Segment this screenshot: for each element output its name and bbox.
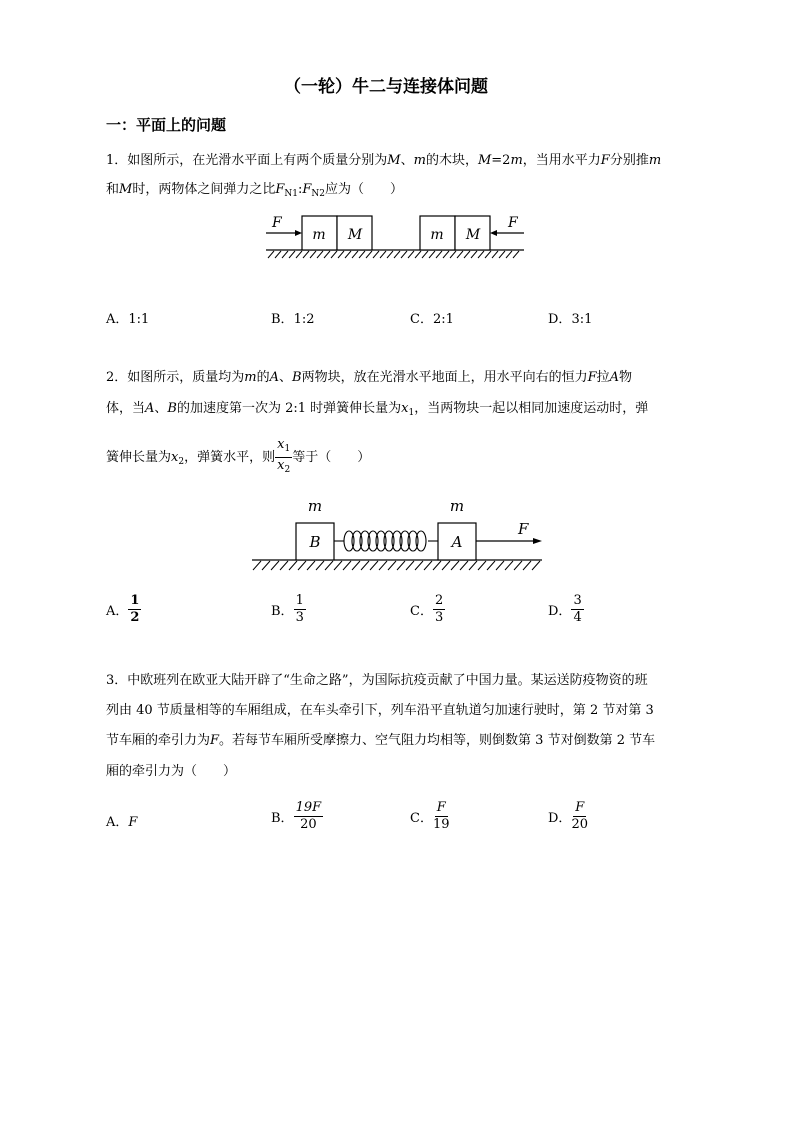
option-fraction [571, 801, 588, 832]
var-F: F [587, 370, 597, 385]
q2-line-3 [106, 438, 370, 477]
q2-text: 体，当 [106, 401, 146, 416]
q3-text: 。若每节车厢所受摩擦力、空气阻力均相等，则倒数第 3 节对倒数第 2 节车 [219, 733, 656, 748]
numerator: 3 [573, 593, 582, 608]
option-label: B． [271, 604, 294, 619]
option-value: F [128, 815, 138, 830]
option-label: A． [106, 815, 129, 830]
option-value: 3:1 [571, 312, 593, 327]
arrowhead [533, 538, 542, 544]
q1-text: 、 [400, 153, 414, 168]
q2-text: 的加速度第一次为 2:1 时弹簧伸长量为 [176, 401, 402, 416]
option-value: 2:1 [432, 312, 454, 327]
q3-text: 节车厢的牵引力为 [106, 733, 211, 748]
label-A: A [451, 533, 463, 551]
q3-option-d[interactable] [548, 801, 588, 832]
q3-option-b[interactable] [271, 801, 323, 832]
section-heading: 一：平面上的问题 [106, 116, 227, 134]
q2-option-b[interactable] [271, 594, 306, 625]
label-B: B [309, 533, 321, 551]
q1-text: 时，两物体之间弹力之比 [132, 182, 276, 197]
var-x: x [277, 437, 285, 452]
arrowhead [295, 230, 302, 236]
option-fraction [571, 594, 583, 625]
q2-line-1 [106, 370, 632, 386]
label-F: F [272, 215, 282, 231]
subscript: 1 [284, 444, 291, 454]
q1-text: ，当用水平力 [522, 153, 601, 168]
option-fraction [433, 594, 445, 625]
label-M: M [465, 227, 481, 243]
q1-option-a[interactable] [106, 308, 149, 327]
numerator: F [575, 800, 585, 815]
var-F: F [210, 733, 220, 748]
q2-option-a[interactable] [106, 594, 141, 625]
var-A: A [145, 401, 155, 416]
var-F: F [275, 182, 285, 197]
option-label: A． [106, 312, 129, 327]
denominator: 3 [434, 610, 444, 625]
option-fraction [128, 594, 141, 625]
q2-option-c[interactable] [410, 594, 445, 625]
var-x: x [401, 401, 409, 416]
numerator: 2 [434, 593, 444, 608]
var-M: M [119, 182, 133, 197]
q2-text: 拉 [596, 370, 610, 385]
spring-coils [344, 531, 426, 551]
ground-hatch [253, 561, 540, 570]
var-A: A [269, 370, 280, 385]
numerator: 1 [130, 593, 140, 608]
numerator: F [436, 800, 446, 815]
q1-figure [262, 208, 528, 266]
q1-option-c[interactable] [410, 308, 454, 327]
q1-line-2 [106, 182, 403, 202]
label-m: m [307, 497, 323, 515]
option-label: C． [410, 811, 433, 826]
option-label: A． [106, 604, 129, 619]
q2-line-2 [106, 401, 648, 421]
denominator: 20 [300, 817, 317, 832]
q1-text: =2 [491, 153, 511, 168]
subscript: N1 [284, 189, 298, 199]
subscript: 2 [284, 465, 291, 475]
q1-option-b[interactable] [271, 308, 314, 327]
q2-text: 等于（ ） [292, 450, 371, 465]
denominator: 19 [432, 817, 450, 832]
denominator: 3 [295, 610, 304, 625]
var-A: A [609, 370, 620, 385]
q1-text: 分别推 [609, 153, 649, 168]
var-m: m [413, 153, 426, 168]
var-F: F [302, 182, 312, 197]
q3-line-4: 厢的牵引力为（ ） [106, 764, 237, 779]
q1-text: 应为（ ） [325, 182, 404, 197]
option-label: B． [271, 811, 294, 826]
q2-text: 簧伸长量为 [106, 450, 172, 465]
q2-text: ，弹簧水平，则 [184, 450, 276, 465]
option-label: D． [548, 811, 572, 826]
q1-text: : [297, 182, 303, 197]
label-m: m [430, 227, 444, 243]
q3-option-c[interactable] [410, 801, 450, 832]
numerator: 1 [295, 593, 304, 608]
q2-figure [248, 494, 546, 578]
var-x: x [171, 450, 179, 465]
option-label: C． [410, 312, 433, 327]
arrowhead [490, 230, 497, 236]
label-F: F [508, 215, 518, 231]
q2-text: 的 [256, 370, 270, 385]
label-m: m [312, 227, 326, 243]
option-label: C． [410, 604, 433, 619]
fraction-x1-over-x2 [275, 438, 292, 477]
q3-option-a[interactable] [106, 811, 137, 830]
option-fraction [294, 801, 324, 832]
denominator: 20 [571, 817, 588, 832]
q1-text: 1．如图所示，在光滑水平面上有两个质量分别为 [106, 153, 388, 168]
option-label: D． [548, 312, 572, 327]
var-m: m [244, 370, 257, 385]
option-value: 1:1 [128, 312, 150, 327]
var-m: m [510, 153, 523, 168]
q1-option-d[interactable] [548, 308, 592, 327]
numerator: 19F [295, 800, 322, 815]
q1-line-1 [106, 153, 661, 169]
q2-text: 、 [154, 401, 168, 416]
option-fraction [294, 594, 306, 625]
option-label: B． [271, 312, 294, 327]
q2-text: 物 [619, 370, 633, 385]
q2-text: ，当两物块一起以相同加速度运动时，弹 [414, 401, 649, 416]
var-M: M [387, 153, 401, 168]
var-B: B [167, 401, 177, 416]
denominator: 2 [130, 610, 140, 625]
q3-line-2: 列由 40 节质量相等的车厢组成，在车头牵引下，列车沿平直轨道匀加速行驶时，第 2 节对第 3 [106, 703, 654, 718]
q2-text: 两物块，放在光滑水平地面上，用水平向右的恒力 [301, 370, 588, 385]
option-value: 1:2 [293, 312, 315, 327]
q2-option-d[interactable] [548, 594, 584, 625]
subscript: 1 [408, 408, 415, 418]
q3-line-3 [106, 733, 655, 749]
page-title: （一轮）牛二与连接体问题 [284, 77, 488, 97]
q1-text: 和 [106, 182, 120, 197]
var-F: F [600, 153, 610, 168]
label-F: F [518, 520, 529, 538]
subscript: 2 [178, 457, 185, 467]
subscript: N2 [311, 189, 326, 199]
denominator: 4 [573, 610, 582, 625]
var-B: B [292, 370, 302, 385]
ground-hatch [268, 251, 519, 258]
var-x: x [277, 458, 285, 473]
q1-text: 的木块， [425, 153, 478, 168]
option-fraction [433, 801, 450, 832]
var-M: M [477, 153, 492, 168]
q2-text: 2．如图所示，质量均为 [106, 370, 245, 385]
q2-text: 、 [279, 370, 293, 385]
option-label: D． [548, 604, 572, 619]
label-m: m [449, 497, 465, 515]
label-M: M [347, 227, 363, 243]
var-m: m [648, 153, 662, 168]
q3-line-1: 3．中欧班列在欧亚大陆开辟了“生命之路”，为国际抗疫贡献了中国力量。某运送防疫物资的班 [106, 673, 648, 688]
